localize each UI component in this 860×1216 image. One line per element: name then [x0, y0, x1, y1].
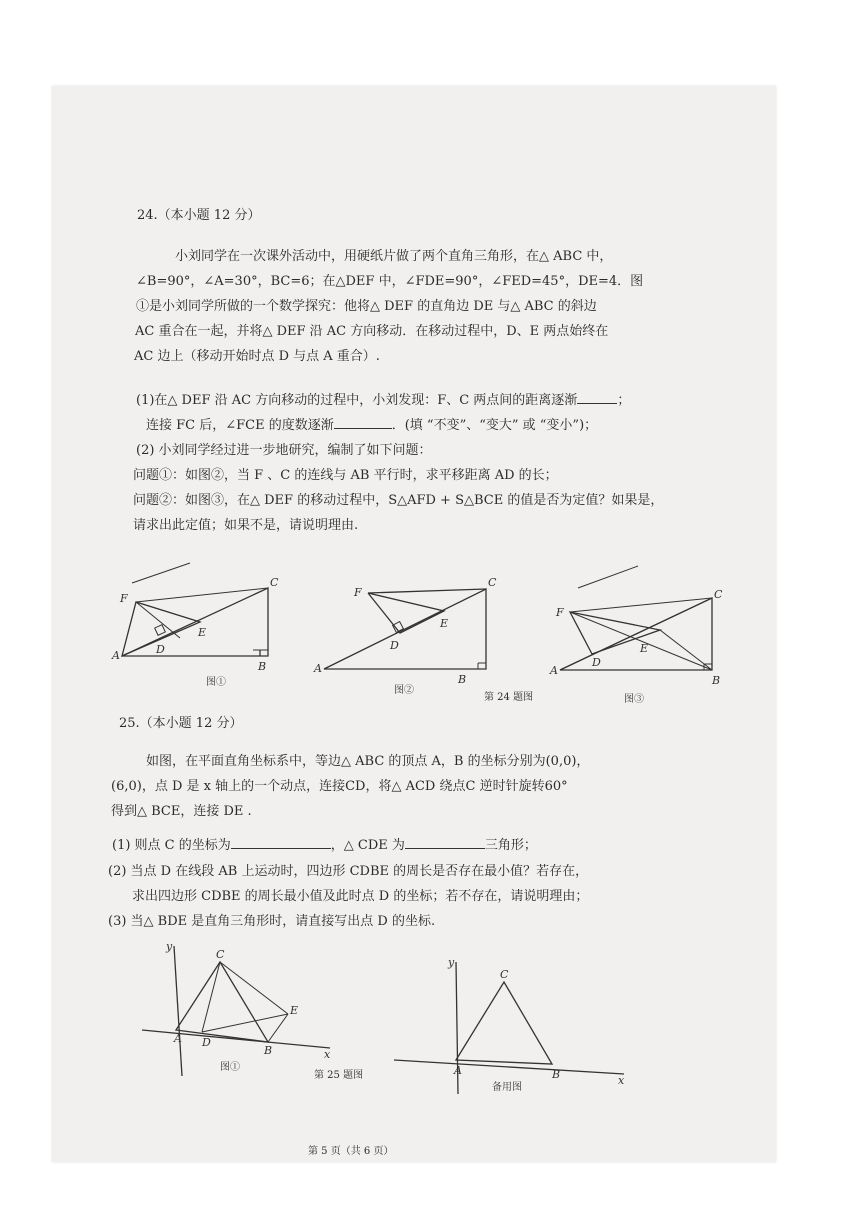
segment-fc: [368, 589, 486, 593]
q24-line-3: ①是小刘同学所做的一个数学探究：他将△ DEF 的直角边 DE 与△ ABC 的斜边: [136, 299, 597, 314]
q24-part1-b: [146, 416, 597, 435]
label-c: C: [216, 948, 225, 961]
q25-part1-b: ，△ CDE 为: [330, 838, 405, 853]
segment-de: [202, 1014, 288, 1032]
label-d: D: [156, 643, 165, 656]
label-e: E: [290, 1004, 299, 1017]
label-c: C: [270, 576, 279, 589]
segment-be: [268, 1014, 288, 1042]
q24-line-1: 小刘同学在一次课外活动中，用硬纸片做了两个直角三角形，在△ ABC 中，: [175, 249, 613, 264]
segment-eb: [660, 630, 712, 670]
triangle-abc: [324, 589, 486, 669]
page-footer: 第 5 页（共 6 页）: [308, 1146, 394, 1157]
label-c: C: [488, 576, 497, 589]
q24-blank-1[interactable]: [577, 391, 617, 404]
q25-line-3: 得到△ BCE，连接 DE .: [111, 804, 252, 819]
label-b: B: [458, 673, 467, 686]
label-a: A: [314, 662, 322, 675]
q24-figure-2: [310, 575, 500, 710]
q24-part2: (2) 小刘同学经过进一步地研究，编制了如下问题：: [136, 443, 432, 458]
label-a: A: [550, 664, 558, 677]
q24-figure-1: [110, 558, 290, 698]
q25-line-2: (6,0)，点 D 是 x 轴上的一个动点，连接CD，将△ ACD 绕点C 逆时针旋转60°: [111, 779, 568, 794]
arrow-line: [132, 563, 190, 583]
label-f: F: [556, 606, 564, 619]
q25-part1-c: 三角形；: [484, 838, 537, 853]
q25-spare-caption: 备用图: [492, 1082, 522, 1093]
x-axis: [142, 1030, 330, 1048]
segment-cd: [202, 962, 220, 1032]
label-b: B: [258, 660, 267, 673]
q24-fig2-caption: 图②: [394, 685, 414, 696]
label-e: E: [440, 617, 449, 630]
label-y: y: [166, 942, 173, 953]
label-d: D: [390, 639, 399, 652]
segment-ce: [220, 962, 288, 1014]
q24-part1-b-end: ．(填 “不变”、“变大” 或 “变小”)；: [391, 418, 598, 433]
label-a: A: [112, 649, 120, 662]
triangle-abc: [456, 982, 552, 1064]
q24-fig1-caption: 图①: [206, 677, 226, 688]
q24-line-2: ∠B=90°，∠A=30°，BC=6；在△DEF 中，∠FDE=90°，∠FED=45°，DE=4．图: [136, 274, 644, 289]
label-c: C: [714, 588, 723, 601]
label-d: D: [592, 656, 601, 669]
label-b: B: [712, 674, 721, 687]
label-b: B: [264, 1044, 273, 1057]
q24-line-5: AC 边上（移动开始时点 D 与点 A 重合）.: [134, 349, 380, 364]
triangle-def: [368, 593, 444, 633]
q24-part1-a-end: ；: [617, 393, 631, 408]
label-e: E: [198, 626, 207, 639]
q25-line-1: 如图，在平面直角坐标系中，等边△ ABC 的顶点 A，B 的坐标分别为(0,0)，: [146, 754, 590, 769]
q24-part1-b-text: 连接 FC 后，∠FCE 的度数逐渐: [146, 418, 334, 433]
segment-fc: [136, 588, 268, 602]
q25-figure-group-caption: 第 25 题图: [314, 1070, 364, 1081]
label-f: F: [354, 586, 362, 599]
right-angle-mark-d: [155, 625, 166, 636]
q25-part1-a: (1) 则点 C 的坐标为: [112, 838, 231, 853]
q24-problem2: 问题②：如图③，在△ DEF 的移动过程中，S△AFD + S△BCE 的值是否为定值？如果是，: [133, 493, 664, 508]
q25-figure-1: [140, 942, 340, 1082]
segment-ac: [560, 598, 712, 670]
label-x: x: [324, 1048, 331, 1061]
q25-part1: [112, 836, 537, 855]
q24-heading: 24.（本小题 12 分）: [137, 208, 261, 223]
label-y: y: [448, 958, 455, 969]
q25-part3: (3) 当△ BDE 是直角三角形时，请直接写出点 D 的坐标.: [108, 914, 436, 929]
q25-part2-b: 求出四边形 CDBE 的周长最小值及此时点 D 的坐标；若不存在，请说明理由；: [132, 889, 589, 904]
label-x: x: [618, 1074, 625, 1087]
q24-part1-a-text: (1)在△ DEF 沿 AC 方向移动的过程中，小刘发现：F、C 两点间的距离逐渐: [136, 393, 578, 408]
label-e: E: [640, 642, 649, 655]
label-b: B: [552, 1068, 561, 1081]
q24-figure-group-caption: 第 24 题图: [484, 692, 534, 703]
q24-problem2-b: 请求出此定值；如果不是，请说明理由.: [133, 518, 359, 533]
q24-fig3-caption: 图③: [624, 694, 644, 705]
triangle-abc: [176, 962, 268, 1042]
segment-fe: [136, 602, 180, 638]
label-a: A: [454, 1064, 462, 1077]
q24-figure-3: [520, 560, 730, 710]
q25-part2-a: (2) 当点 D 在线段 AB 上运动时，四边形 CDBE 的周长是否存在最小值？若存在，: [108, 864, 589, 879]
q24-problem1: 问题①：如图②，当 F 、C 的连线与 AB 平行时，求平移距离 AD 的长；: [133, 468, 558, 483]
q25-figure-spare: [392, 958, 632, 1098]
q25-heading: 25.（本小题 12 分）: [119, 716, 243, 731]
q25-fig1-caption: 图①: [220, 1062, 240, 1073]
q24-part1-a: [136, 391, 630, 410]
label-d: D: [202, 1036, 211, 1049]
q24-blank-2[interactable]: [334, 416, 392, 429]
segment-fc: [570, 598, 712, 612]
label-a: A: [174, 1032, 182, 1045]
q25-blank-1[interactable]: [231, 836, 331, 849]
q24-line-4: AC 重合在一起，并将△ DEF 沿 AC 方向移动．在移动过程中，D、E 两点始终在: [135, 324, 609, 339]
y-axis: [174, 946, 182, 1076]
arrow-line: [578, 566, 638, 588]
q25-blank-2[interactable]: [405, 836, 485, 849]
label-f: F: [120, 592, 128, 605]
label-c: C: [500, 968, 509, 981]
